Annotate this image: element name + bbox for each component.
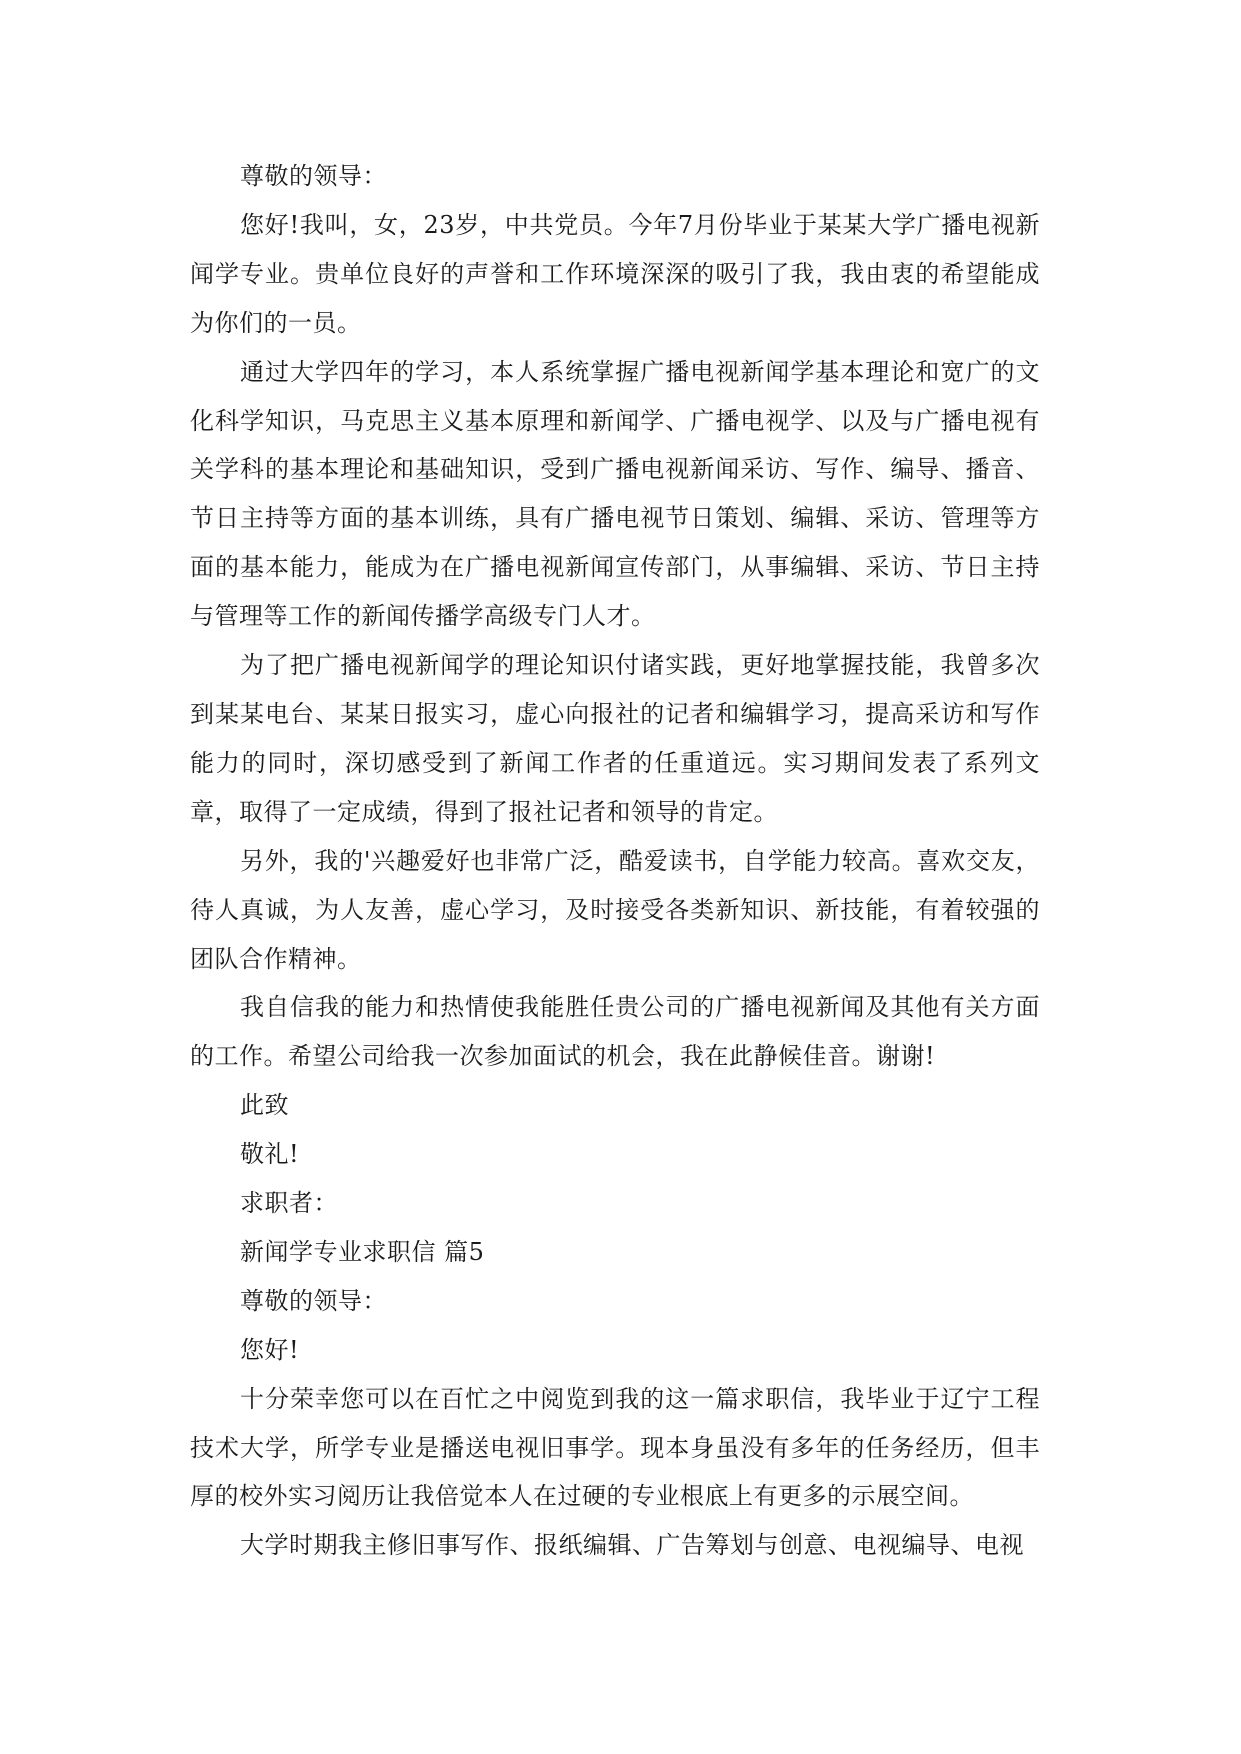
salute-line: 敬礼! — [240, 1140, 300, 1169]
closing-paragraph: 我自信我的能力和热情使我能胜任贵公司的广播电视新闻及其他有关方面的工作。希望公司给我一次参加面试的机会，我在此静候佳音。谢谢! — [190, 993, 1040, 1071]
applicant-line: 求职者： — [240, 1189, 338, 1218]
section-heading: 新闻学专业求职信 篇5 — [240, 1237, 485, 1266]
regards-line: 此致 — [240, 1091, 289, 1120]
hobbies-paragraph: 另外，我的'兴趣爱好也非常广泛，酷爱读书，自学能力较高。喜欢交友，待人真诚，为人友善，虚心学习，及时接受各类新知识、新技能，有着较强的团队合作精神。 — [190, 846, 1040, 973]
letter-body — [190, 152, 1040, 1570]
greeting-2: 您好! — [240, 1335, 300, 1364]
coursework-paragraph: 大学时期我主修旧事写作、报纸编辑、广告筹划与创意、电视编导、电视 — [240, 1531, 1024, 1560]
intro-paragraph-2: 十分荣幸您可以在百忙之中阅览到我的这一篇求职信，我毕业于辽宁工程技术大学，所学专业是播送电视旧事学。现本身虽没有多年的任务经历，但丰厚的校外实习阅历让我倍觉本人在过硬的专业根底上有更多的示展空间。 — [190, 1384, 1040, 1511]
salutation-2: 尊敬的领导： — [240, 1286, 387, 1315]
intro-paragraph: 您好!我叫，女，23岁，中共党员。今年7月份毕业于某某大学广播电视新闻学专业。贵单位良好的声誉和工作环境深深的吸引了我，我由衷的希望能成为你们的一员。 — [190, 210, 1040, 337]
internship-paragraph: 为了把广播电视新闻学的理论知识付诸实践，更好地掌握技能，我曾多次到某某电台、某某日报实习，虚心向报社的记者和编辑学习，提高采访和写作能力的同时，深切感受到了新闻工作者的任重道远。实习期间发表了系列文章，取得了一定成绩，得到了报社记者和领导的肯定。 — [190, 651, 1040, 826]
salutation: 尊敬的领导： — [240, 162, 387, 190]
education-paragraph: 通过大学四年的学习，本人系统掌握广播电视新闻学基本理论和宽广的文化科学知识，马克思主义基本原理和新闻学、广播电视学、以及与广播电视有关学科的基本理论和基础知识，受到广播电视新闻采访、写作、编导、播音、节日主持等方面的基本训练，具有广播电视节日策划、编辑、采访、管理等方面的基本能力，能成为在广播电视新闻宣传部门，从事编辑、采访、节日主持与管理等工作的新闻传播学高级专门人才。 — [190, 357, 1040, 631]
